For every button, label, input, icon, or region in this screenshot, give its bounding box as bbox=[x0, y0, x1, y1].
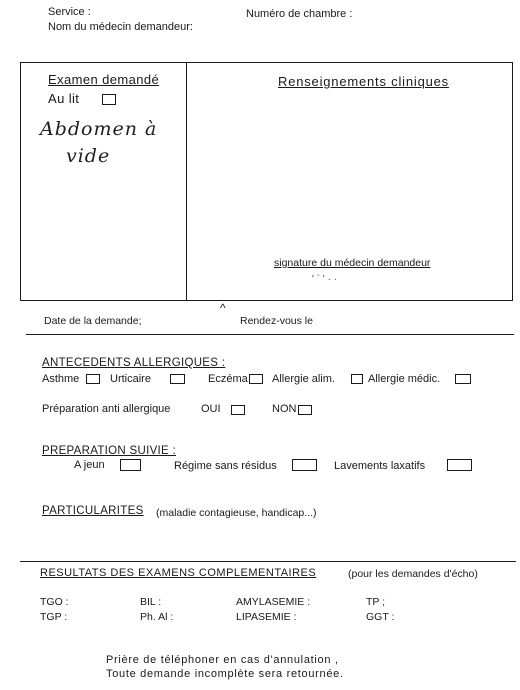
preparation-title: PREPARATION SUIVIE : bbox=[42, 445, 177, 457]
requested-exam-title: Examen demandé bbox=[48, 72, 160, 87]
requesting-doctor-label: Nom du médecin demandeur: bbox=[48, 21, 193, 33]
service-label: Service : bbox=[48, 6, 91, 18]
results-title: RESULTATS DES EXAMENS COMPLEMENTAIRES bbox=[40, 567, 317, 579]
signature-label: signature du médecin demandeur bbox=[274, 257, 431, 269]
signature-marks: ' ` ' · · bbox=[312, 274, 337, 285]
prep-enema-checkbox[interactable] bbox=[447, 459, 472, 471]
antiallergic-prep-label: Préparation anti allergique bbox=[42, 403, 171, 415]
result-tgp: TGP : bbox=[40, 611, 68, 623]
room-number-label: Numéro de chambre : bbox=[246, 8, 353, 20]
result-ph-al: Ph. Al : bbox=[140, 611, 174, 623]
no-label: NON bbox=[272, 403, 297, 415]
allergy-food-checkbox[interactable] bbox=[351, 374, 363, 384]
handwritten-exam-line2: vide bbox=[66, 145, 111, 167]
prep-enema-label: Lavements laxatifs bbox=[334, 460, 426, 472]
results-note: (pour les demandes d'écho) bbox=[348, 568, 478, 580]
result-tgo: TGO : bbox=[40, 596, 69, 608]
result-ggt: GGT : bbox=[366, 611, 395, 623]
appointment-label: Rendez-vous le bbox=[240, 315, 313, 327]
particularities-title: PARTICULARITES bbox=[42, 505, 144, 517]
allergies-title: ANTECEDENTS ALLERGIQUES : bbox=[42, 357, 226, 369]
allergy-eczema-checkbox[interactable] bbox=[249, 374, 263, 384]
result-lipasemie: LIPASEMIE : bbox=[236, 611, 297, 623]
allergy-asthma-checkbox[interactable] bbox=[86, 374, 100, 384]
allergy-drug-label: Allergie médic. bbox=[368, 373, 441, 385]
bed-checkbox[interactable] bbox=[102, 94, 116, 105]
prep-yes-checkbox[interactable] bbox=[231, 405, 245, 415]
allergy-urticaria-checkbox[interactable] bbox=[170, 374, 185, 384]
caret-mark: ^ bbox=[220, 301, 226, 315]
result-tp: TP ; bbox=[366, 596, 386, 608]
allergy-food-label: Allergie alim. bbox=[272, 373, 335, 385]
prep-diet-label: Régime sans résidus bbox=[174, 460, 277, 472]
allergy-eczema-label: Eczéma bbox=[208, 373, 248, 385]
allergy-asthma-label: Asthme bbox=[42, 373, 80, 385]
handwritten-exam-line1: Abdomen à bbox=[40, 118, 158, 140]
prep-no-checkbox[interactable] bbox=[298, 405, 312, 415]
prep-diet-checkbox[interactable] bbox=[292, 459, 317, 471]
request-date-label: Date de la demande; bbox=[44, 315, 142, 327]
allergy-urticaria-label: Urticaire bbox=[110, 373, 151, 385]
footer-line1: Prière de téléphoner en cas d'annulation , bbox=[106, 654, 339, 666]
prep-fasting-checkbox[interactable] bbox=[120, 459, 141, 471]
prep-fasting-label: A jeun bbox=[74, 459, 105, 471]
box-divider bbox=[186, 63, 187, 300]
bed-label: Au lit bbox=[48, 91, 80, 106]
yes-label: OUI bbox=[201, 403, 221, 415]
clinical-info-title: Renseignements cliniques bbox=[278, 74, 449, 89]
results-separator bbox=[20, 561, 516, 562]
request-box bbox=[20, 62, 513, 301]
dates-separator bbox=[26, 334, 514, 335]
footer-line2: Toute demande incomplète sera retournée. bbox=[106, 668, 344, 680]
result-bil: BIL : bbox=[140, 596, 162, 608]
allergy-drug-checkbox[interactable] bbox=[455, 374, 471, 384]
result-amylasemie: AMYLASEMIE : bbox=[236, 596, 311, 608]
particularities-note: (maladie contagieuse, handicap...) bbox=[156, 507, 317, 519]
